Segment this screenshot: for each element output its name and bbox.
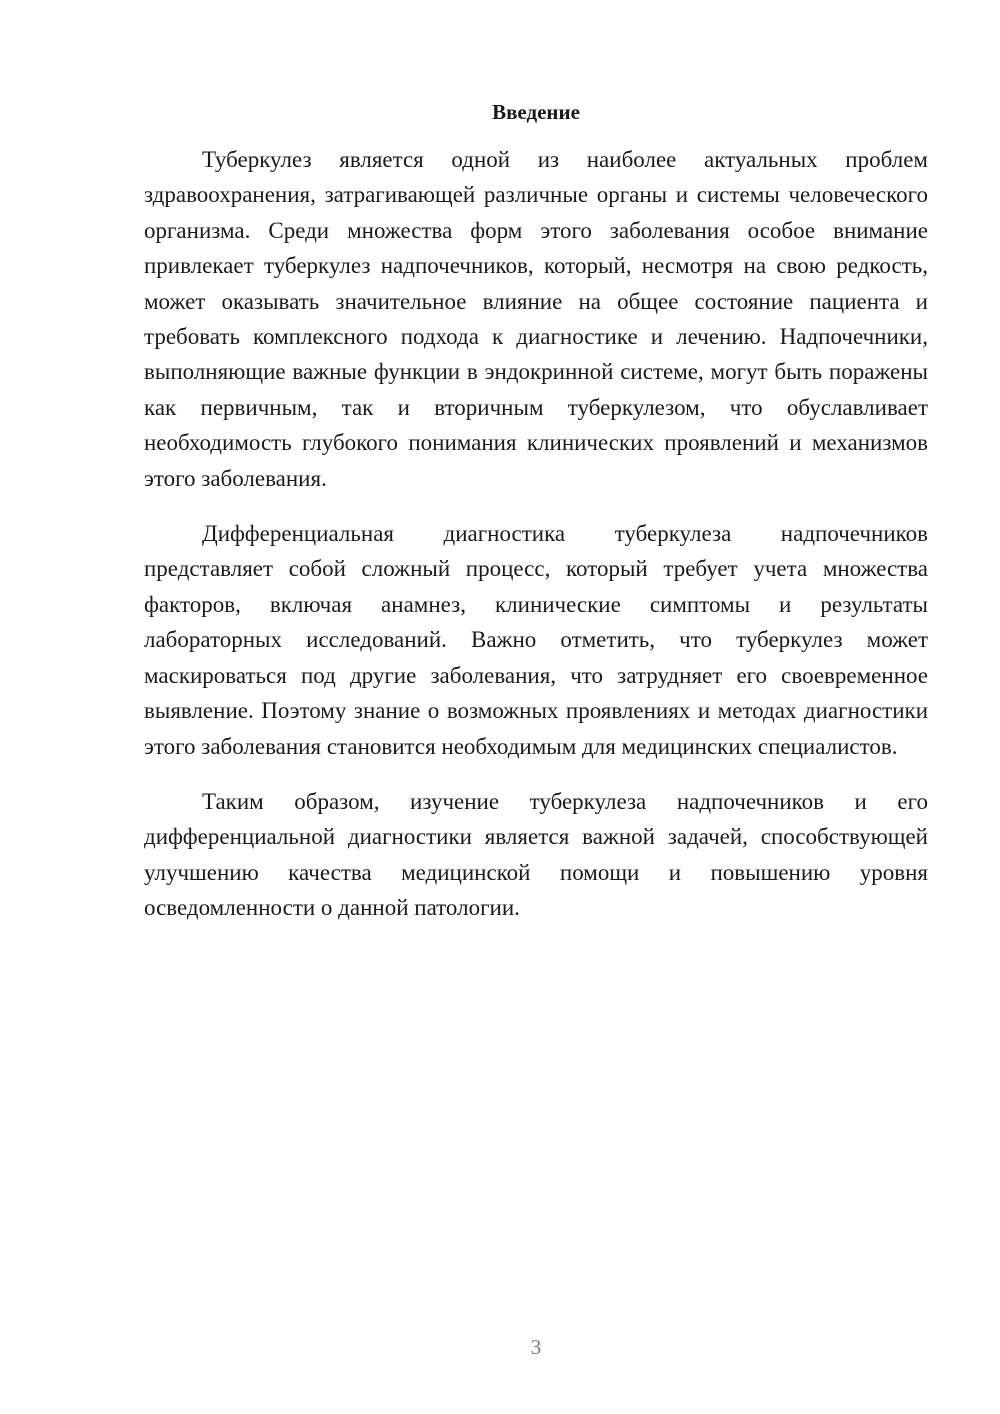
paragraph-differential-diagnosis: Дифференциальная диагностика туберкулеза надпочечников представляет собой сложный процесс, который требует учета множества факторов, включая анамнез, клинические симптомы и результаты лабораторных исследований. Важно отметить, что туберкулез может маскироваться под другие заболевания, что затрудняет его своевременное выявление. Поэтому знание о возможных проявлениях и методах диагностики этого заболевания становится необходимым для медицинских специалистов. [144, 521, 928, 759]
paragraph-conclusion: Таким образом, изучение туберкулеза надпочечников и его дифференциальной диагностики является важной задачей, способствующей улучшению качества медицинской помощи и повышению уровня осведомленности о данной патологии. [144, 788, 928, 921]
paragraph-intro: Туберкулез является одной из наиболее актуальных проблем здравоохранения, затрагивающей различные органы и системы человеческого организма. Среди множества форм этого заболевания особое внимание привлекает туберкулез надпочечников, который, несмотря на свою редкость, может оказывать значительное влияние на общее состояние пациента и требовать комплексного подхода к диагностике и лечению. Надпочечники, выполняющие важные функции в эндокринной системе, могут быть поражены как первичным, так и вторичным туберкулезом, что обуславливает необходимость глубокого понимания клинических проявлений и механизмов этого заболевания. [144, 147, 928, 491]
body-text [144, 142, 928, 946]
section-title: Введение [492, 100, 580, 124]
page-number: 3 [530, 1335, 542, 1359]
